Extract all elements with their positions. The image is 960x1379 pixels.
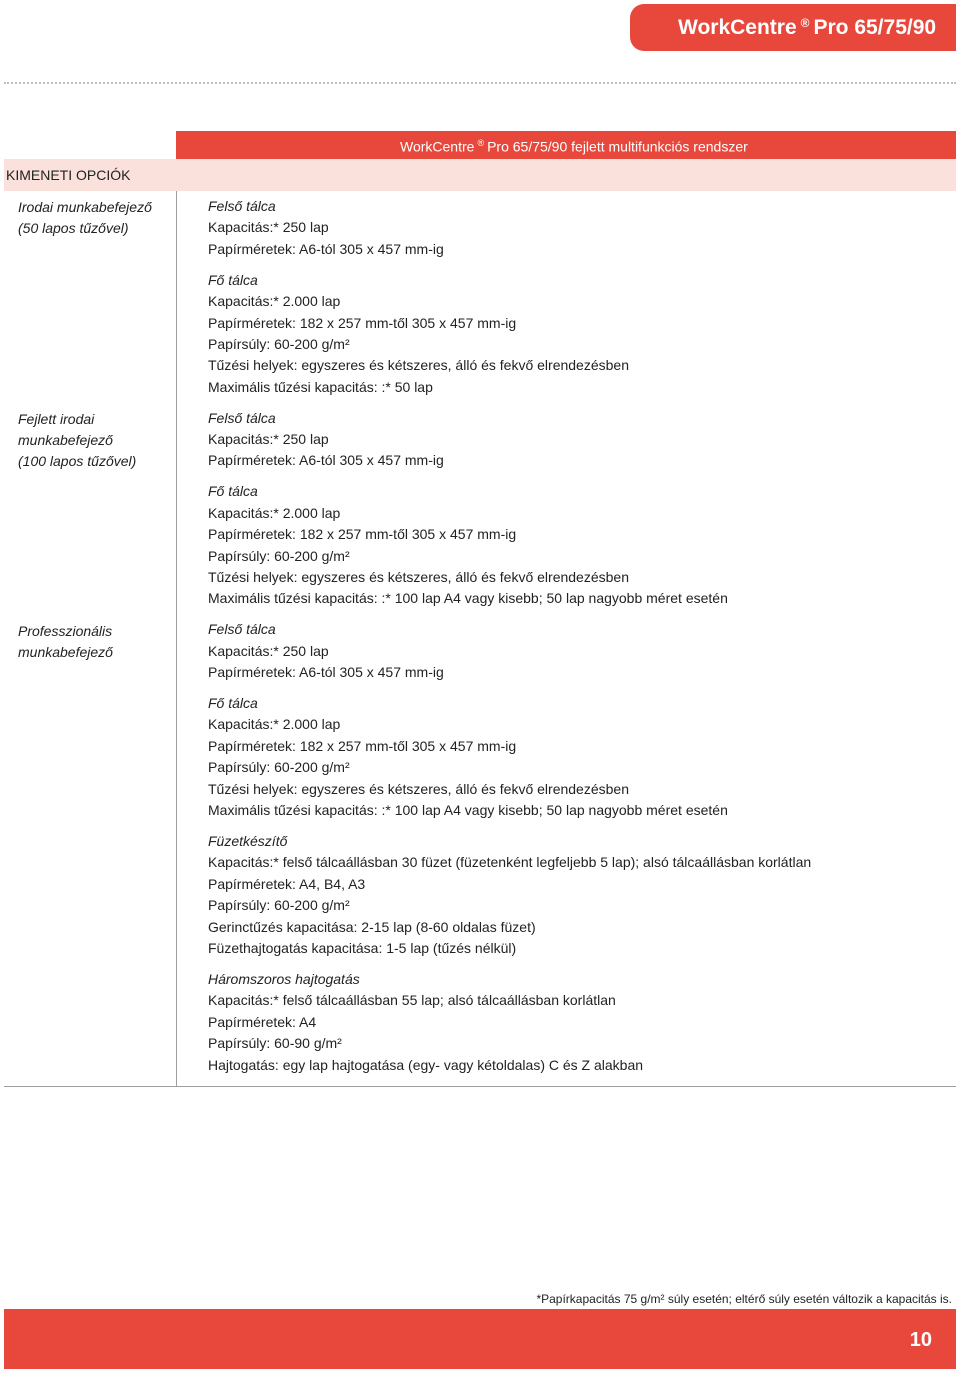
spec-line: Papírméretek: A6-tól 305 x 457 mm-ig — [208, 664, 444, 681]
spec-line: Kapacitás:* 250 lap — [208, 219, 329, 236]
spec-line: Maximális tűzési kapacitás: :* 100 lap A4 vagy kisebb; 50 lap nagyobb méret esetén — [208, 590, 728, 607]
registered-mark: ® — [800, 15, 810, 30]
option-label-line: Fejlett irodai — [18, 411, 95, 427]
subtitle-prefix: WorkCentre — [400, 138, 475, 155]
document-subtitle — [400, 138, 748, 155]
spec-block-title: Felső tálca — [208, 198, 276, 214]
spec-line: Gerinctűzés kapacitása: 2-15 lap (8-60 oldalas füzet) — [208, 918, 536, 935]
spec-block-title: Füzetkészítő — [208, 832, 288, 849]
spec-line: Maximális tűzési kapacitás: :* 50 lap — [208, 378, 433, 395]
option-label-line: Professzionális — [18, 623, 113, 639]
spec-line: Kapacitás:* 2.000 lap — [208, 716, 341, 733]
spec-block-title: Háromszoros hajtogatás — [208, 970, 360, 987]
spec-line: Papírméretek: A4, B4, A3 — [208, 875, 366, 892]
subtitle-registered-mark: ® — [477, 138, 485, 148]
brand-prefix: WorkCentre — [678, 15, 797, 39]
spec-line: Maximális tűzési kapacitás: :* 100 lap A4 vagy kisebb; 50 lap nagyobb méret esetén — [208, 802, 728, 819]
page-footer-bar — [4, 1309, 956, 1369]
spec-line: Tűzési helyek: egyszeres és kétszeres, álló és fekvő elrendezésben — [208, 780, 629, 797]
spec-line: Papírméretek: 182 x 257 mm-től 305 x 457 mm-ig — [208, 737, 517, 754]
subtitle-suffix: Pro 65/75/90 fejlett multifunkciós rendszer — [487, 138, 748, 155]
dotted-divider — [4, 82, 956, 84]
section-band — [4, 159, 956, 191]
spec-line: Papírsúly: 60-200 g/m² — [208, 759, 350, 776]
option-label-line: munkabefejező — [18, 432, 113, 448]
option-label-line: (100 lapos tűzővel) — [18, 453, 137, 469]
spec-line: Papírméretek: 182 x 257 mm-től 305 x 457 mm-ig — [208, 526, 517, 543]
page-number: 10 — [909, 1329, 932, 1351]
spec-block — [208, 196, 948, 260]
paper-capacity-footnote: *Papírkapacitás 75 g/m² súly esetén; eltérő súly esetén változik a kapacitás is. — [536, 1292, 952, 1306]
spec-line: Kapacitás:* 250 lap — [208, 431, 329, 448]
spec-line: Papírsúly: 60-200 g/m² — [208, 335, 350, 352]
option-label-line: Irodai munkabefejező — [18, 199, 152, 215]
section-title: KIMENETI OPCIÓK — [6, 167, 131, 183]
spec-block — [208, 481, 948, 609]
spec-block-title: Felső tálca — [208, 409, 276, 426]
spec-block — [208, 408, 948, 472]
option-label-line: (50 lapos tűzővel) — [18, 220, 129, 236]
spec-block — [208, 831, 948, 959]
brand-suffix: Pro 65/75/90 — [813, 15, 937, 39]
spec-line: Tűzési helyek: egyszeres és kétszeres, álló és fekvő elrendezésben — [208, 357, 629, 374]
spec-line: Hajtogatás: egy lap hajtogatása (egy- vagy kétoldalas) C és Z alakban — [208, 1056, 644, 1073]
spec-block — [208, 270, 948, 398]
spec-block-title: Felső tálca — [208, 621, 276, 638]
option-label-advanced-finisher — [18, 409, 136, 472]
spec-line: Kapacitás:* 250 lap — [208, 642, 329, 659]
spec-column — [208, 196, 948, 1085]
column-divider — [176, 191, 177, 1086]
spec-line: Kapacitás:* felső tálcaállásban 30 füzet (füzetenként legfeljebb 5 lap); alsó tálcaállásban korlátlan — [208, 854, 812, 871]
brand-title-tab — [630, 4, 956, 51]
spec-block-title: Fő tálca — [208, 483, 258, 500]
spec-block-title: Fő tálca — [208, 271, 258, 288]
option-label-line: munkabefejező — [18, 644, 113, 660]
option-label-office-finisher — [18, 197, 152, 239]
spec-block-title: Fő tálca — [208, 695, 258, 712]
spec-line: Papírméretek: A4 — [208, 1013, 317, 1030]
spec-block — [208, 619, 948, 683]
spec-line: Kapacitás:* 2.000 lap — [208, 504, 341, 521]
spec-line: Papírsúly: 60-200 g/m² — [208, 897, 350, 914]
spec-block — [208, 969, 948, 1076]
spec-line: Füzethajtogatás kapacitása: 1-5 lap (tűzés nélkül) — [208, 940, 517, 956]
spec-line: Papírméretek: A6-tól 305 x 457 mm-ig — [208, 240, 444, 257]
spec-line: Kapacitás:* felső tálcaállásban 55 lap; alsó tálcaállásban korlátlan — [208, 992, 616, 1009]
spec-line: Papírsúly: 60-200 g/m² — [208, 547, 350, 564]
spec-line: Tűzési helyek: egyszeres és kétszeres, álló és fekvő elrendezésben — [208, 569, 629, 585]
spec-line: Papírméretek: 182 x 257 mm-től 305 x 457 mm-ig — [208, 314, 517, 331]
spec-line: Kapacitás:* 2.000 lap — [208, 293, 341, 310]
option-label-professional-finisher — [18, 621, 113, 663]
table-bottom-rule — [4, 1086, 956, 1087]
spec-line: Papírméretek: A6-tól 305 x 457 mm-ig — [208, 452, 444, 469]
spec-block — [208, 693, 948, 821]
spec-line: Papírsúly: 60-90 g/m² — [208, 1035, 342, 1052]
